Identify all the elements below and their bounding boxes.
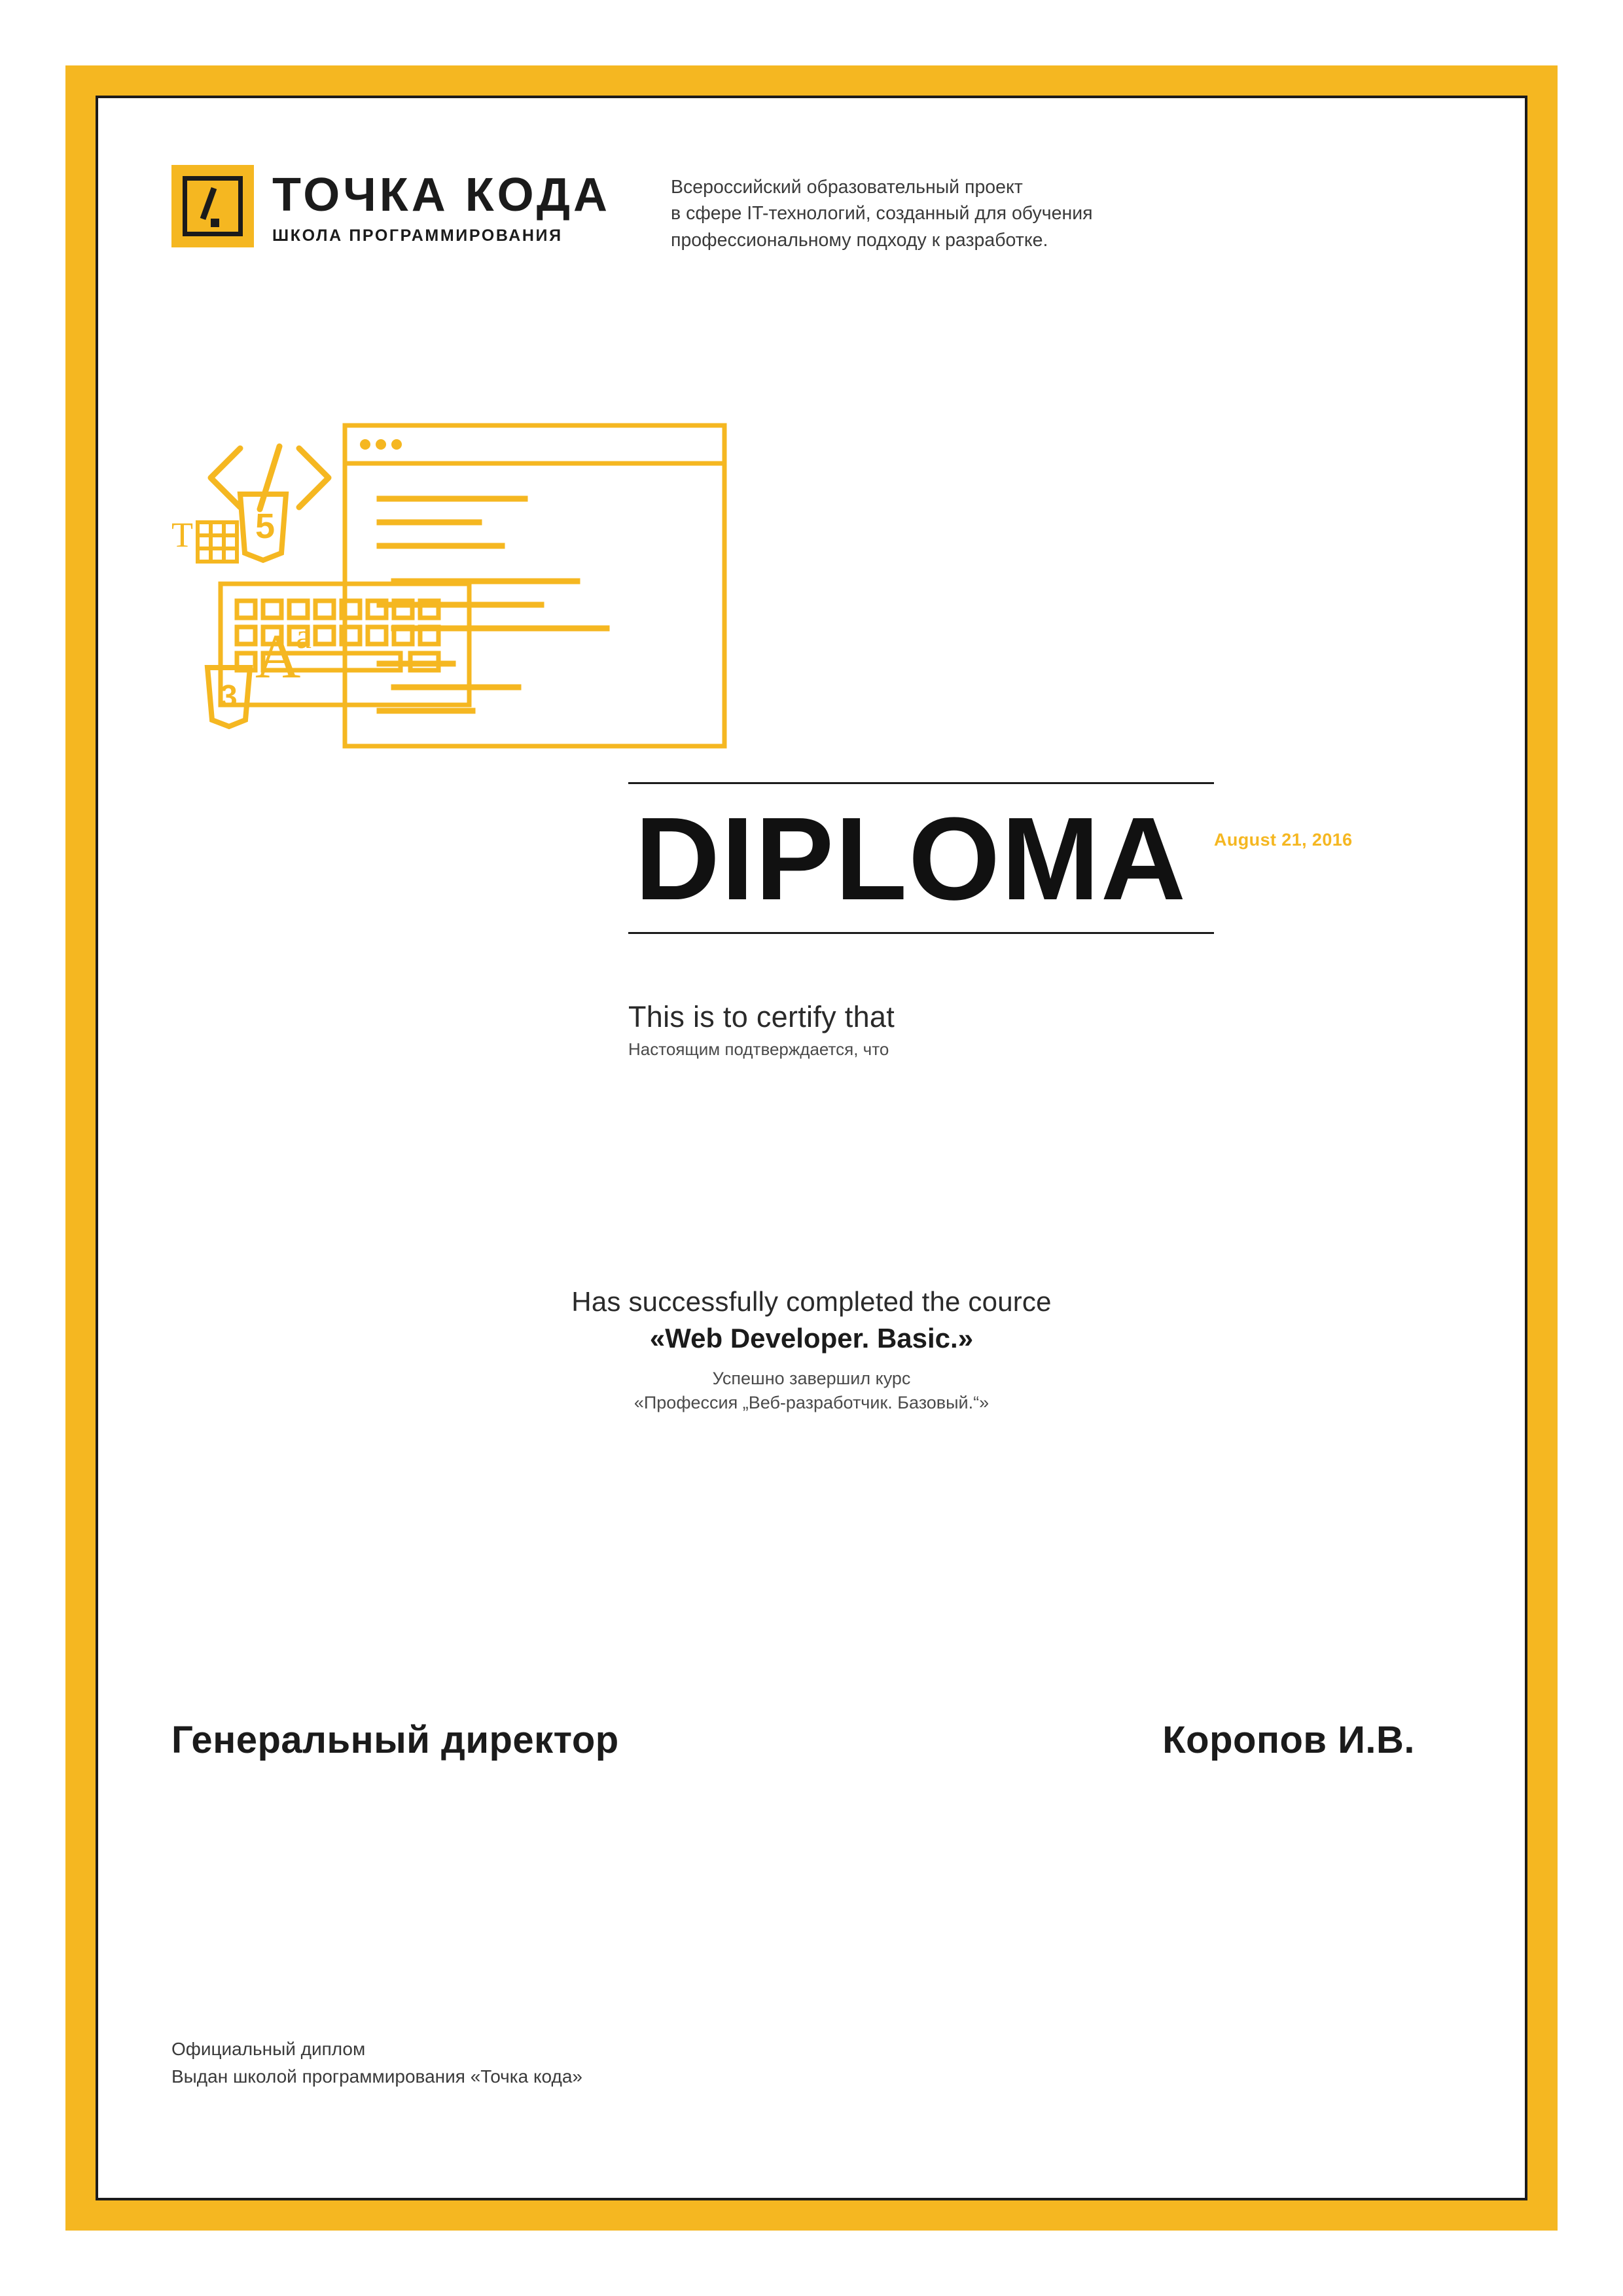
- course-name-en: «Web Developer. Basic.»: [649, 1323, 974, 1354]
- coding-illustration: [171, 412, 904, 1060]
- slash-dot-logo-icon: [171, 165, 254, 247]
- course-intro-ru: Успешно завершил курс: [712, 1369, 911, 1388]
- diploma-title-block: [628, 782, 1217, 934]
- course-block: [0, 1286, 1623, 1413]
- organization-description-line-3: профессиональному подходу к разработке.: [671, 229, 1048, 251]
- certify-text-ru: Настоящим подтверждается, что: [628, 1039, 889, 1059]
- organization-description-line-2: в сфере IT-технологий, созданный для обучения: [671, 203, 1093, 224]
- brand-title: ТОЧКА КОДА: [272, 169, 611, 221]
- title-rule-top: [628, 782, 1214, 784]
- footer-line-1: Официальный диплом: [171, 2039, 366, 2059]
- font-size-Aa-icon: [255, 617, 312, 691]
- course-intro-en: Has successfully completed the cource: [571, 1286, 1052, 1317]
- organization-description-line-1: Всероссийский образовательный проект: [671, 177, 1023, 198]
- issue-date: August 21, 2016: [1214, 830, 1353, 850]
- signature-row: [171, 1718, 1415, 1762]
- typography-grid-icon: [198, 522, 237, 562]
- brand-logo: [171, 165, 611, 247]
- svg-text:A: A: [255, 621, 301, 691]
- brand-text: [272, 165, 611, 245]
- document-header: [171, 165, 1454, 253]
- svg-text:a: a: [296, 617, 312, 656]
- signatory-name: Коропов И.В.: [1162, 1719, 1415, 1761]
- brand-subtitle: ШКОЛА ПРОГРАММИРОВАНИЯ: [272, 226, 563, 245]
- svg-text:5: 5: [255, 507, 276, 546]
- certify-block: [628, 1000, 1414, 1060]
- signatory-title: Генеральный директор: [171, 1719, 619, 1761]
- certify-text-en: This is to certify that: [628, 1000, 895, 1033]
- title-rule-bottom: [628, 932, 1214, 934]
- svg-text:3: 3: [220, 679, 238, 714]
- organization-description: [671, 165, 1093, 253]
- footer-line-2: Выдан школой программирования «Точка кода»: [171, 2066, 582, 2087]
- svg-text:T: T: [171, 515, 193, 554]
- certificate-inner-border: [96, 96, 1527, 2200]
- course-name-ru: «Профессия „Веб-разработчик. Базовый.“»: [633, 1393, 990, 1412]
- document-footer: [171, 2036, 1219, 2090]
- code-brackets-icon: [211, 446, 329, 509]
- page-title: DIPLOMA: [635, 793, 1187, 925]
